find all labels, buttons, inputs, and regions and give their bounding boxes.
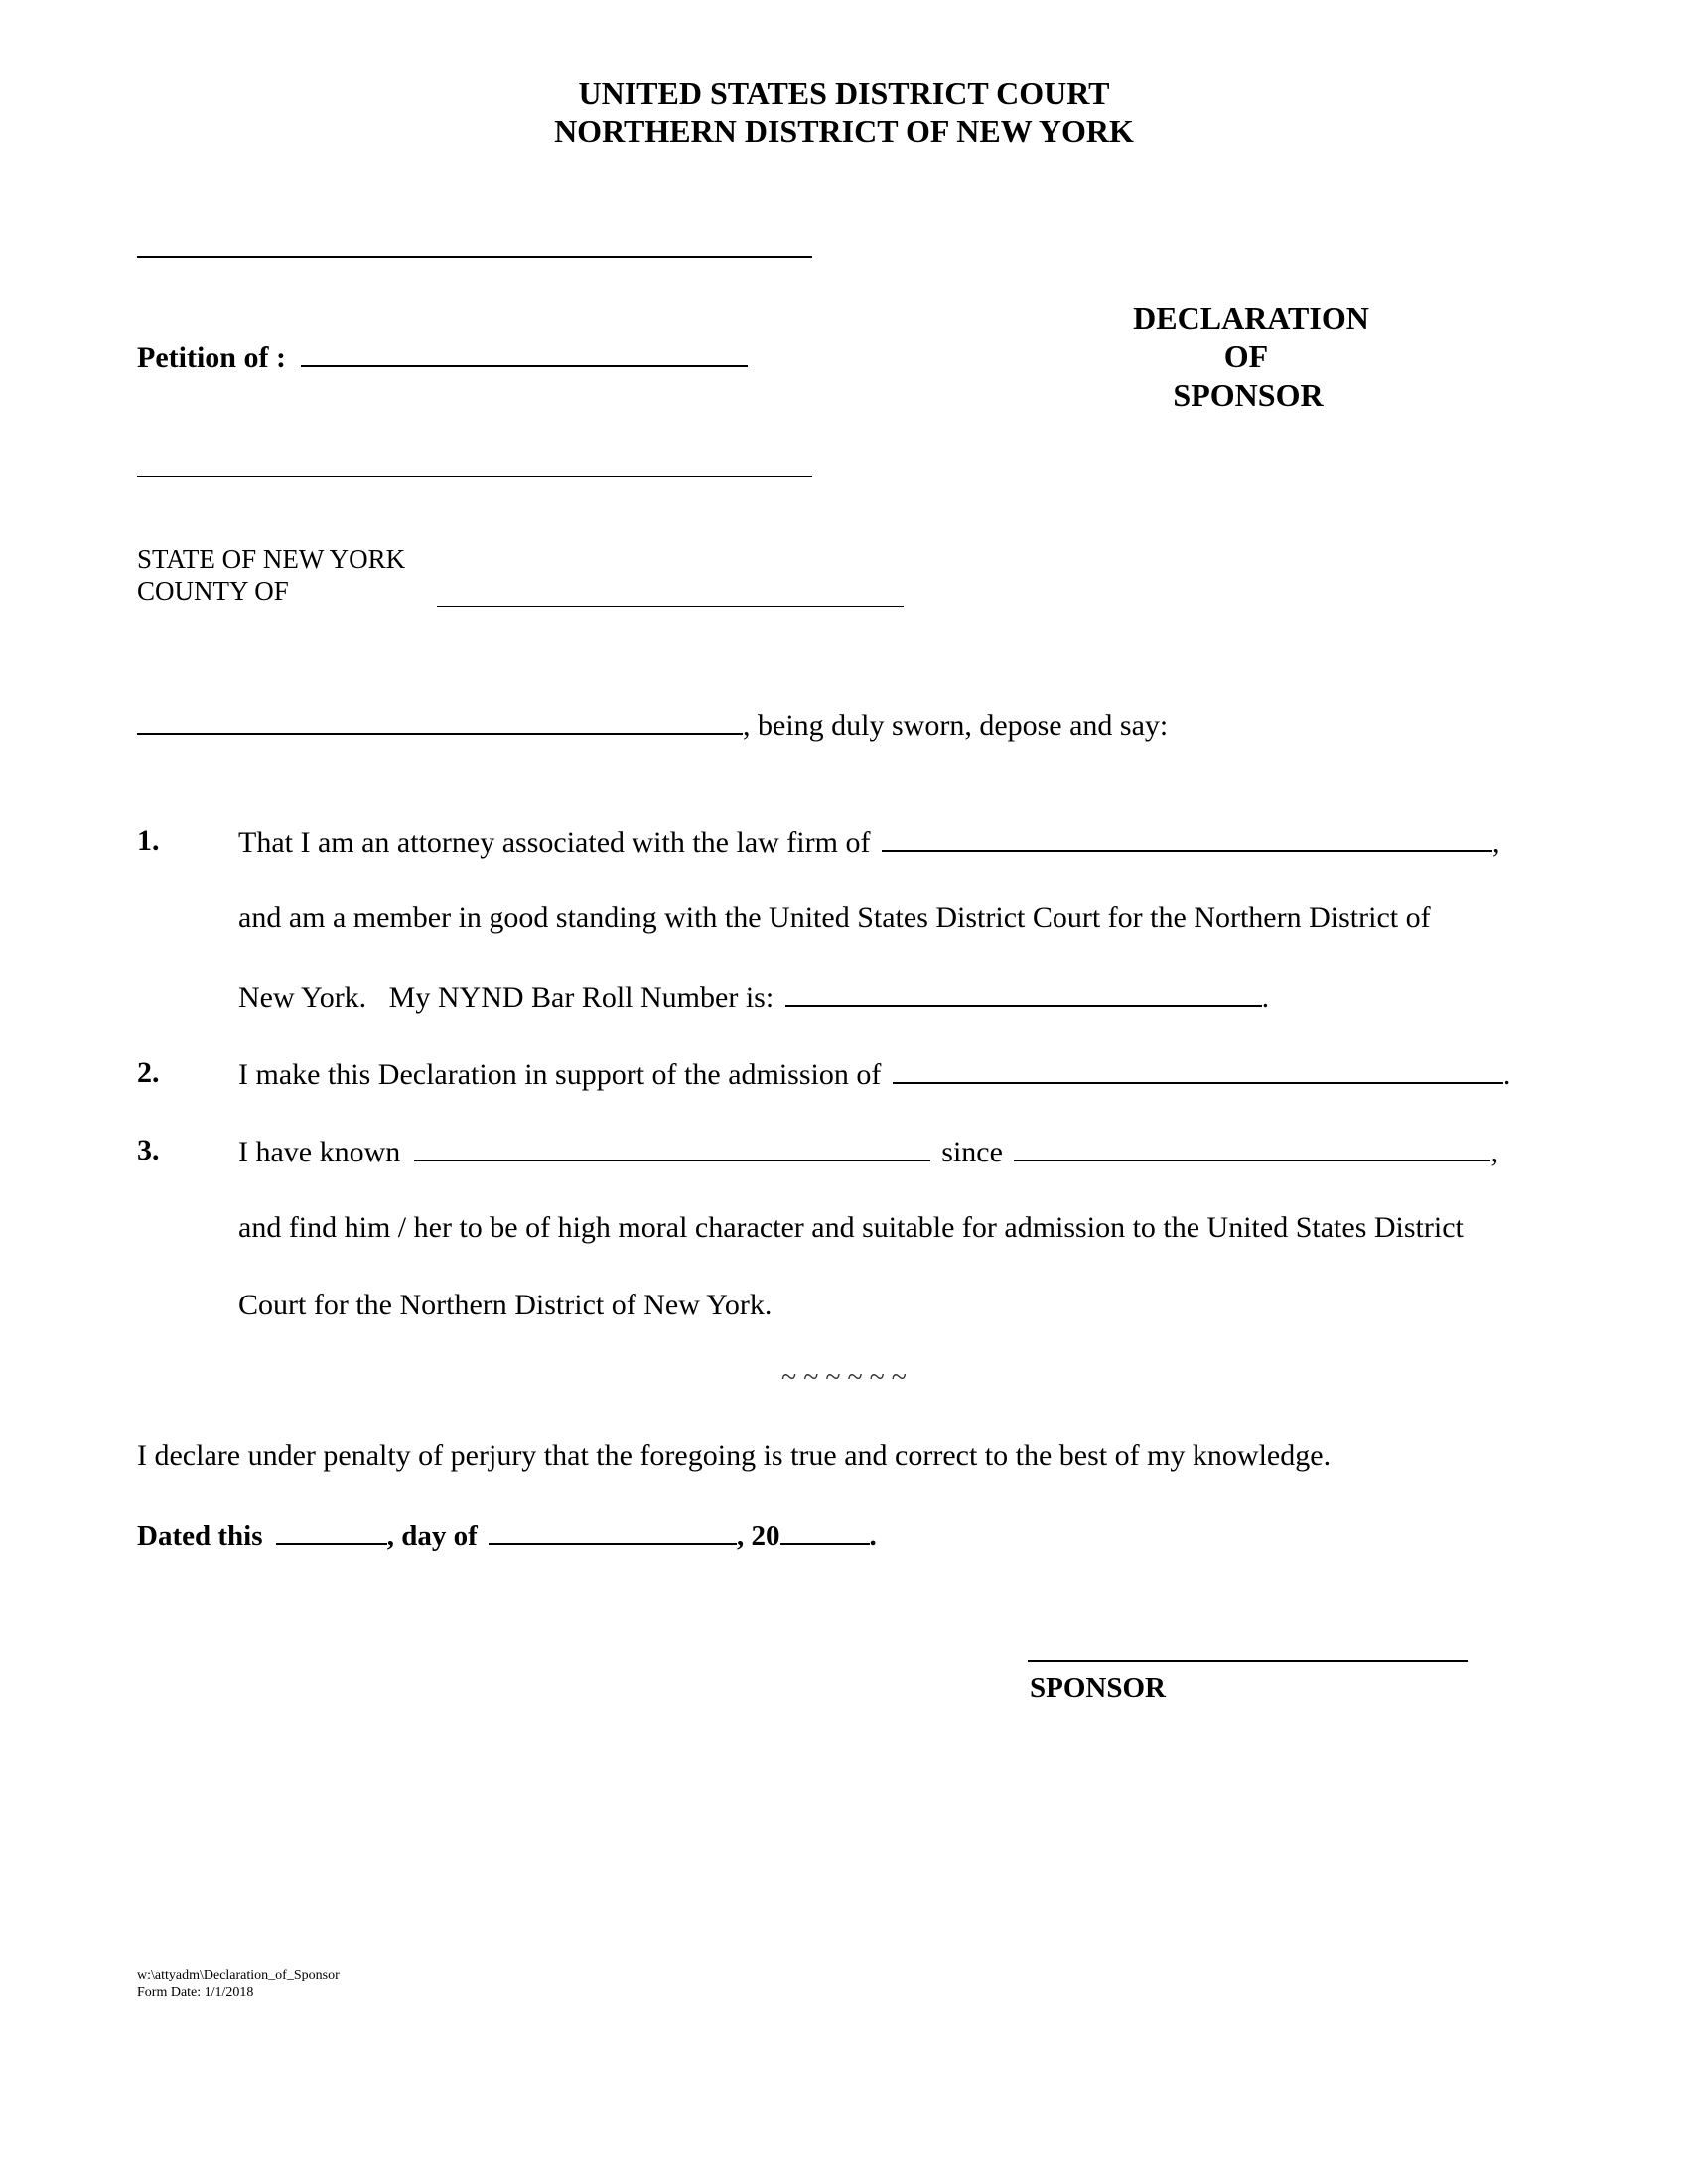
paragraph-number: 3. xyxy=(137,1134,160,1166)
paragraph-text: That I am an attorney associated with the law firm of xyxy=(238,826,871,859)
punctuation: , xyxy=(1490,1136,1498,1168)
footer-form-date: Form Date: 1/1/2018 xyxy=(137,1985,254,2000)
dated-row xyxy=(137,1517,877,1553)
paragraph-3-line2: and find him / her to be of high moral character and suitable for admission to the United States District xyxy=(238,1211,1464,1244)
admittee-name-field[interactable] xyxy=(893,1056,1503,1084)
known-person-field[interactable] xyxy=(414,1134,930,1161)
year-field[interactable] xyxy=(780,1517,870,1545)
punctuation: . xyxy=(1502,1058,1511,1091)
paragraph-text: since xyxy=(941,1136,1003,1168)
section-separator: ~ ~ ~ ~ ~ ~ xyxy=(781,1362,907,1393)
paragraph-text: I have known xyxy=(238,1136,401,1168)
bar-roll-number-field[interactable] xyxy=(785,979,1262,1007)
court-name-line1: UNITED STATES DISTRICT COURT xyxy=(578,75,1110,111)
punctuation: , xyxy=(1491,826,1500,859)
signature-label: SPONSOR xyxy=(1030,1672,1166,1704)
sworn-row xyxy=(137,707,1168,743)
court-name-line2: NORTHERN DISTRICT OF NEW YORK xyxy=(554,113,1134,149)
county-field[interactable] xyxy=(437,606,904,607)
day-of-label: , day of xyxy=(386,1520,478,1552)
punctuation: . xyxy=(869,1520,877,1552)
paragraph-1-line1 xyxy=(238,824,1499,860)
paragraph-number: 2. xyxy=(137,1056,160,1089)
perjury-declaration: I declare under penalty of perjury that the foregoing is true and correct to the best of my knowledge. xyxy=(137,1439,1332,1472)
paragraph-1-line3 xyxy=(238,979,1269,1015)
affiant-name-field[interactable] xyxy=(137,707,743,735)
dated-label: Dated this xyxy=(137,1520,263,1552)
sworn-text: , being duly sworn, depose and say: xyxy=(743,709,1169,742)
state-label: STATE OF NEW YORK xyxy=(137,544,406,574)
county-label: COUNTY OF xyxy=(137,576,289,606)
paragraph-3-line3: Court for the Northern District of New York. xyxy=(238,1289,773,1321)
paragraph-2-line1 xyxy=(238,1056,1510,1092)
year-prefix: , 20 xyxy=(737,1520,780,1552)
known-since-field[interactable] xyxy=(1014,1134,1490,1161)
doc-title-line1: DECLARATION xyxy=(1133,300,1369,336)
paragraph-text: I make this Declaration in support of the admission of xyxy=(238,1058,882,1091)
petition-label: Petition of : xyxy=(137,341,286,374)
paragraph-1-line2: and am a member in good standing with the United States District Court for the Northern District of xyxy=(238,901,1431,934)
law-firm-field[interactable] xyxy=(882,824,1492,852)
footer-file-path: w:\attyadm\Declaration_of_Sponsor xyxy=(137,1968,340,1982)
month-field[interactable] xyxy=(489,1517,737,1545)
day-field[interactable] xyxy=(276,1517,387,1545)
caption-top-rule xyxy=(137,256,812,258)
punctuation: . xyxy=(1261,981,1270,1014)
caption-bottom-rule xyxy=(137,476,812,477)
signature-line[interactable] xyxy=(1028,1660,1468,1662)
paragraph-3-line1 xyxy=(238,1134,1498,1169)
paragraph-text: New York. My NYND Bar Roll Number is: xyxy=(238,981,774,1014)
petition-name-field[interactable] xyxy=(301,340,748,367)
paragraph-number: 1. xyxy=(137,824,160,857)
doc-title-line3: SPONSOR xyxy=(1173,377,1324,413)
doc-title-line2: OF xyxy=(1223,339,1269,374)
petition-row xyxy=(137,340,748,375)
